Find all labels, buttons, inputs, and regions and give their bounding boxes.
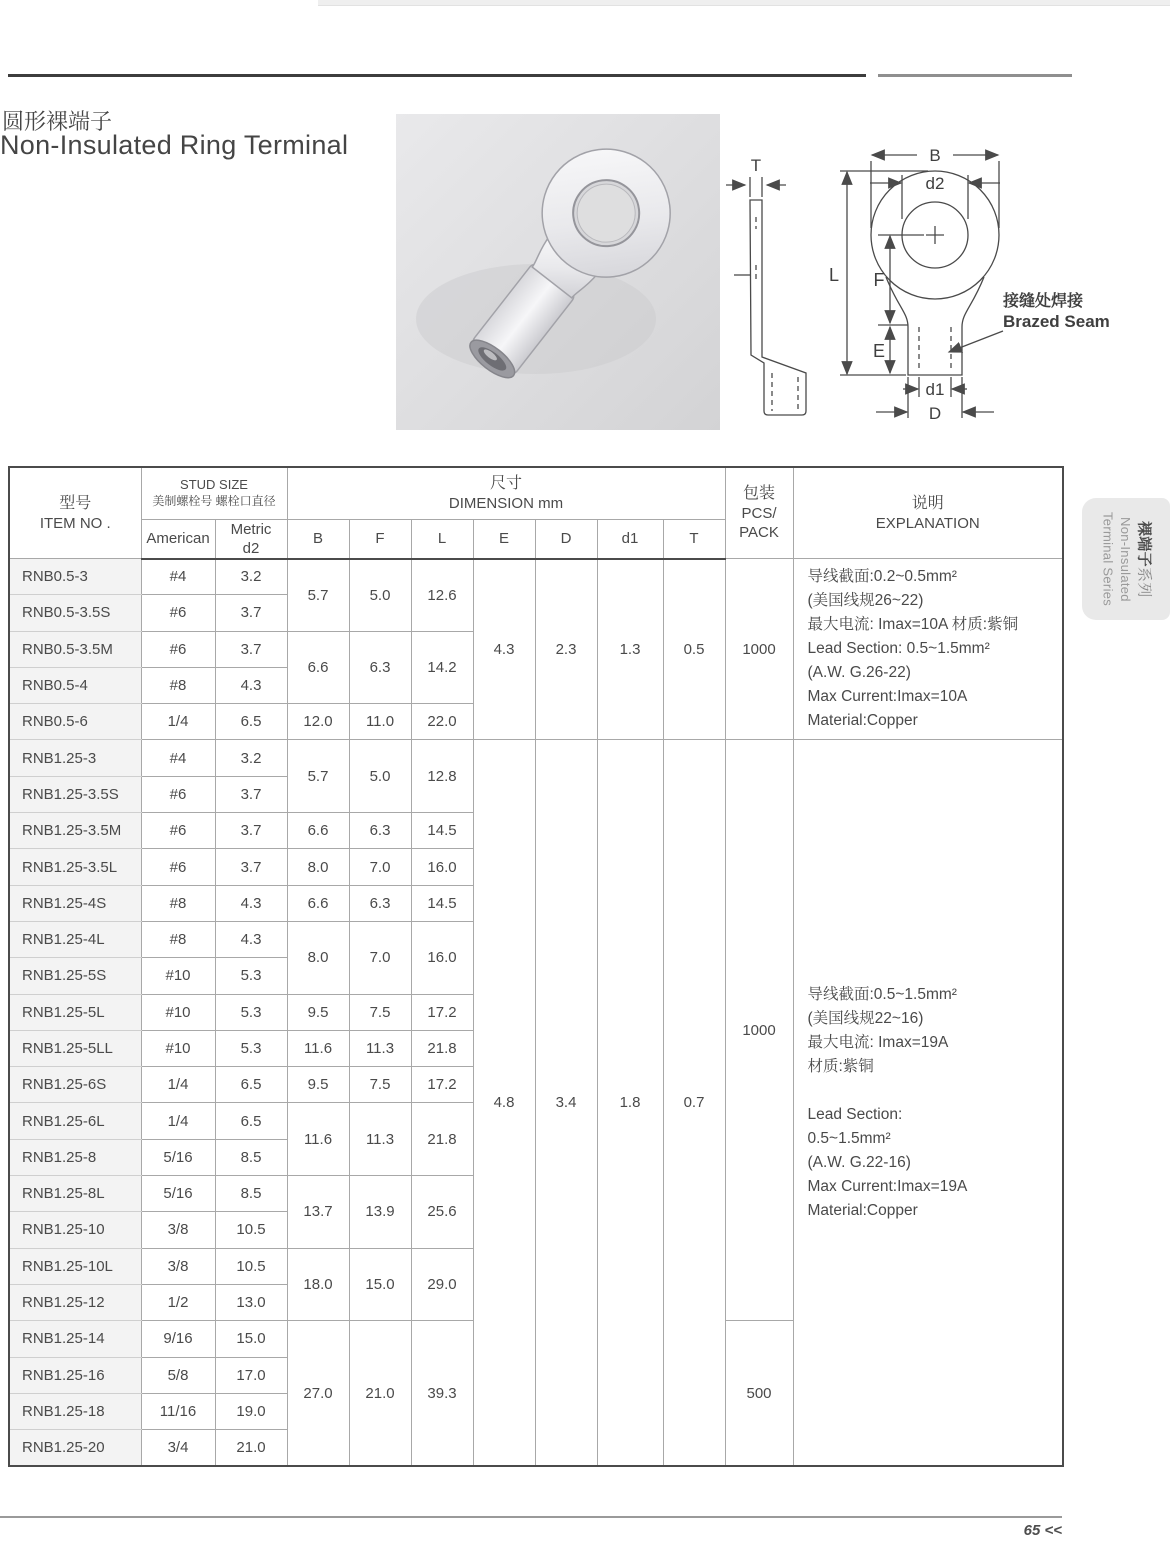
dim-b-cell: 11.6: [287, 1103, 349, 1176]
american-stud-cell: #4: [141, 559, 215, 595]
american-stud-cell: #6: [141, 631, 215, 667]
dim-label-b: B: [929, 146, 941, 165]
metric-d2-cell: 5.3: [215, 958, 287, 994]
metric-d2-cell: 6.5: [215, 1103, 287, 1139]
stud-size-en: STUD SIZE: [180, 477, 248, 493]
explanation-en: EXPLANATION: [875, 514, 980, 532]
col-header-d: D: [535, 519, 597, 559]
american-stud-cell: 3/8: [141, 1248, 215, 1284]
dim-b-cell: 11.6: [287, 1030, 349, 1066]
spec-table: [8, 466, 1064, 1467]
american-stud-cell: 5/16: [141, 1176, 215, 1212]
metric-d2-cell: 4.3: [215, 921, 287, 957]
pack-line3: PACK: [739, 524, 779, 541]
dim-b-cell: 8.0: [287, 921, 349, 994]
metric-d2-cell: 3.7: [215, 849, 287, 885]
metric-d2-cell: 6.5: [215, 1067, 287, 1103]
dim-d-cell: 2.3: [535, 559, 597, 740]
dim-b-cell: 18.0: [287, 1248, 349, 1321]
metric-d2-cell: 5.3: [215, 994, 287, 1030]
dim-l-cell: 14.2: [411, 631, 473, 704]
metric-d2-cell: 10.5: [215, 1212, 287, 1248]
pack-cell: 1000: [725, 559, 793, 740]
table-body: [9, 559, 1063, 1466]
dim-f-cell: 6.3: [349, 813, 411, 849]
item-no-cell: RNB1.25-3: [9, 740, 141, 776]
american-stud-cell: 1/4: [141, 1067, 215, 1103]
american-stud-cell: 1/2: [141, 1284, 215, 1320]
col-header-l: L: [411, 519, 473, 559]
item-no-cell: RNB1.25-3.5M: [9, 813, 141, 849]
dim-f-cell: 6.3: [349, 885, 411, 921]
dim-l-cell: 29.0: [411, 1248, 473, 1321]
page-title-chinese: 圆形裸端子: [2, 109, 113, 134]
item-no-cell: RNB0.5-6: [9, 704, 141, 740]
dim-t-cell: 0.5: [663, 559, 725, 740]
american-stud-cell: #4: [141, 740, 215, 776]
dim-f-cell: 11.3: [349, 1030, 411, 1066]
item-no-cell: RNB0.5-3.5M: [9, 631, 141, 667]
dim-f-cell: 6.3: [349, 631, 411, 704]
american-stud-cell: 1/4: [141, 1103, 215, 1139]
american-stud-cell: 3/8: [141, 1212, 215, 1248]
metric-line2: d2: [242, 539, 260, 557]
item-no-cell: RNB1.25-10L: [9, 1248, 141, 1284]
dim-t-cell: 0.7: [663, 740, 725, 1466]
item-no-cell: RNB1.25-8: [9, 1139, 141, 1175]
american-stud-cell: #10: [141, 1030, 215, 1066]
item-no-cell: RNB1.25-4L: [9, 921, 141, 957]
dim-f-cell: 11.3: [349, 1103, 411, 1176]
series-tab-chinese: [1134, 521, 1153, 598]
dim-label-d2: d2: [925, 174, 945, 193]
metric-d2-cell: 17.0: [215, 1357, 287, 1393]
american-stud-cell: 3/4: [141, 1430, 215, 1466]
dim-f-cell: 7.0: [349, 921, 411, 994]
brazed-seam-label-en: Brazed Seam: [1003, 312, 1110, 331]
page-title-english: Non-Insulated Ring Terminal: [0, 130, 349, 160]
american-stud-cell: #6: [141, 849, 215, 885]
stud-size-cn: 美制螺栓号 螺栓口直径: [152, 494, 276, 509]
dim-l-cell: 17.2: [411, 994, 473, 1030]
american-stud-cell: 11/16: [141, 1393, 215, 1429]
col-header-b: B: [287, 519, 349, 559]
dim-f-cell: 7.5: [349, 994, 411, 1030]
dim-l-cell: 21.8: [411, 1103, 473, 1176]
col-header-item: [9, 467, 141, 559]
metric-d2-cell: 21.0: [215, 1430, 287, 1466]
item-no-cell: RNB1.25-10: [9, 1212, 141, 1248]
dim-b-cell: 6.6: [287, 631, 349, 704]
dim-b-cell: 13.7: [287, 1176, 349, 1249]
top-edge-strip: [318, 0, 1170, 6]
metric-d2-cell: 8.5: [215, 1139, 287, 1175]
dim-b-cell: 9.5: [287, 994, 349, 1030]
dim-l-cell: 17.2: [411, 1067, 473, 1103]
dim-b-cell: 6.6: [287, 885, 349, 921]
american-stud-cell: 9/16: [141, 1321, 215, 1357]
metric-d2-cell: 13.0: [215, 1284, 287, 1320]
american-stud-cell: 5/8: [141, 1357, 215, 1393]
dim-b-cell: 5.7: [287, 559, 349, 632]
explanation-cell: 导线截面:0.2~0.5mm² (美国线规26~22) 最大电流: Imax=10A 材质:紫铜 Lead Section: 0.5~1.5mm² (A.W. G.26-22) Max Current:Imax=10A Material:Copper: [793, 559, 1063, 740]
dim-l-cell: 16.0: [411, 849, 473, 885]
col-header-t: T: [663, 519, 725, 559]
metric-d2-cell: 3.7: [215, 776, 287, 812]
dim-label-t: T: [750, 156, 762, 175]
dim-f-cell: 15.0: [349, 1248, 411, 1321]
series-tab-english-2: Terminal Series: [1100, 511, 1116, 607]
series-tab-cn-rest: 系列: [1135, 566, 1153, 598]
item-no-cell: RNB0.5-3: [9, 559, 141, 595]
col-header-f: F: [349, 519, 411, 559]
dim-label-l: L: [828, 265, 840, 285]
item-no-cell: RNB1.25-3.5L: [9, 849, 141, 885]
dim-label-e: E: [872, 341, 886, 361]
col-header-dimension: [287, 467, 725, 519]
col-header-d1: d1: [597, 519, 663, 559]
metric-d2-cell: 3.2: [215, 559, 287, 595]
col-header-metric: [215, 519, 287, 559]
dim-label-d1: d1: [925, 380, 945, 399]
dim-f-cell: 11.0: [349, 704, 411, 740]
dim-l-cell: 22.0: [411, 704, 473, 740]
metric-d2-cell: 4.3: [215, 667, 287, 703]
col-header-american: American: [141, 519, 215, 559]
dim-d-cell: 3.4: [535, 740, 597, 1466]
dim-b-cell: 5.7: [287, 740, 349, 813]
table-row: [9, 740, 1063, 776]
metric-d2-cell: 15.0: [215, 1321, 287, 1357]
dim-label-d: D: [928, 404, 942, 423]
col-header-stud-size: [141, 467, 287, 519]
dim-b-cell: 8.0: [287, 849, 349, 885]
metric-d2-cell: 3.7: [215, 813, 287, 849]
series-tab-cn-bold: 裸端子: [1135, 520, 1153, 567]
col-header-pack: [725, 467, 793, 559]
item-no-cell: RNB1.25-5L: [9, 994, 141, 1030]
american-stud-cell: 1/4: [141, 704, 215, 740]
item-no-cell: RNB1.25-4S: [9, 885, 141, 921]
metric-d2-cell: 10.5: [215, 1248, 287, 1284]
col-header-e: E: [473, 519, 535, 559]
pack-line2: PCS/: [741, 505, 777, 522]
metric-d2-cell: 6.5: [215, 704, 287, 740]
product-photo: [396, 114, 720, 430]
dim-l-cell: 39.3: [411, 1321, 473, 1466]
dim-b-cell: 27.0: [287, 1321, 349, 1466]
item-no-cell: RNB1.25-3.5S: [9, 776, 141, 812]
explanation-cell: 导线截面:0.5~1.5mm² (美国线规22~16) 最大电流: Imax=19A 材质:紫铜 Lead Section: 0.5~1.5mm² (A.W. G.22-16) Max Current:Imax=19A Material:Copper: [793, 740, 1063, 1466]
item-no-cell: RNB1.25-5LL: [9, 1030, 141, 1066]
dim-l-cell: 12.6: [411, 559, 473, 632]
pack-cn: 包装: [742, 485, 775, 502]
col-header-item-cn: 型号: [59, 494, 92, 512]
metric-d2-cell: 19.0: [215, 1393, 287, 1429]
dim-f-cell: 5.0: [349, 740, 411, 813]
footer-rule: [0, 1516, 1062, 1518]
metric-d2-cell: 3.7: [215, 631, 287, 667]
item-no-cell: RNB1.25-18: [9, 1393, 141, 1429]
american-stud-cell: #6: [141, 813, 215, 849]
dim-l-cell: 14.5: [411, 885, 473, 921]
dimension-cn: 尺寸: [489, 474, 522, 492]
dim-l-cell: 14.5: [411, 813, 473, 849]
dim-f-cell: 21.0: [349, 1321, 411, 1466]
metric-d2-cell: 8.5: [215, 1176, 287, 1212]
item-no-cell: RNB0.5-3.5S: [9, 595, 141, 631]
dim-l-cell: 16.0: [411, 921, 473, 994]
pack-cell: 500: [725, 1321, 793, 1466]
dim-l-cell: 25.6: [411, 1176, 473, 1249]
brazed-seam-label-cn: 接缝处焊接: [1003, 293, 1084, 310]
american-stud-cell: #8: [141, 885, 215, 921]
dim-b-cell: 12.0: [287, 704, 349, 740]
explanation-cn: 说明: [911, 494, 944, 512]
dim-l-cell: 12.8: [411, 740, 473, 813]
header-rule-gray: [878, 74, 1072, 77]
american-stud-cell: #10: [141, 994, 215, 1030]
dim-b-cell: 6.6: [287, 813, 349, 849]
series-side-tab: [1082, 498, 1170, 620]
dim-d1-cell: 1.3: [597, 559, 663, 740]
item-no-cell: RNB1.25-5S: [9, 958, 141, 994]
item-no-cell: RNB1.25-20: [9, 1430, 141, 1466]
pack-cell: 1000: [725, 740, 793, 1321]
page-number: 65 <<: [1023, 1522, 1062, 1539]
ring-terminal-photo-illustration: [396, 114, 720, 430]
dim-f-cell: 7.0: [349, 849, 411, 885]
item-no-cell: RNB1.25-6L: [9, 1103, 141, 1139]
metric-d2-cell: 3.2: [215, 740, 287, 776]
dim-l-cell: 21.8: [411, 1030, 473, 1066]
item-no-cell: RNB1.25-8L: [9, 1176, 141, 1212]
dim-f-cell: 13.9: [349, 1176, 411, 1249]
col-header-explanation: [793, 467, 1063, 559]
american-stud-cell: #8: [141, 667, 215, 703]
metric-d2-cell: 5.3: [215, 1030, 287, 1066]
dimension-en: DIMENSION mm: [448, 494, 564, 512]
dim-b-cell: 9.5: [287, 1067, 349, 1103]
item-no-cell: RNB0.5-4: [9, 667, 141, 703]
dim-e-cell: 4.3: [473, 559, 535, 740]
american-stud-cell: 5/16: [141, 1139, 215, 1175]
item-no-cell: RNB1.25-16: [9, 1357, 141, 1393]
dim-e-cell: 4.8: [473, 740, 535, 1466]
dim-d1-cell: 1.8: [597, 740, 663, 1466]
item-no-cell: RNB1.25-14: [9, 1321, 141, 1357]
header-rule-dark: [8, 74, 866, 77]
item-no-cell: RNB1.25-12: [9, 1284, 141, 1320]
dim-f-cell: 5.0: [349, 559, 411, 632]
metric-d2-cell: 4.3: [215, 885, 287, 921]
american-stud-cell: #10: [141, 958, 215, 994]
col-header-item-en: ITEM NO .: [39, 514, 111, 532]
table-row: [9, 559, 1063, 595]
metric-line1: Metric: [230, 520, 272, 538]
american-stud-cell: #6: [141, 776, 215, 812]
dimension-diagram: [720, 125, 1120, 440]
series-tab-english-1: Non-Insulated: [1117, 516, 1133, 602]
american-stud-cell: #8: [141, 921, 215, 957]
american-stud-cell: #6: [141, 595, 215, 631]
dim-label-f: F: [873, 270, 885, 290]
item-no-cell: RNB1.25-6S: [9, 1067, 141, 1103]
metric-d2-cell: 3.7: [215, 595, 287, 631]
dim-f-cell: 7.5: [349, 1067, 411, 1103]
